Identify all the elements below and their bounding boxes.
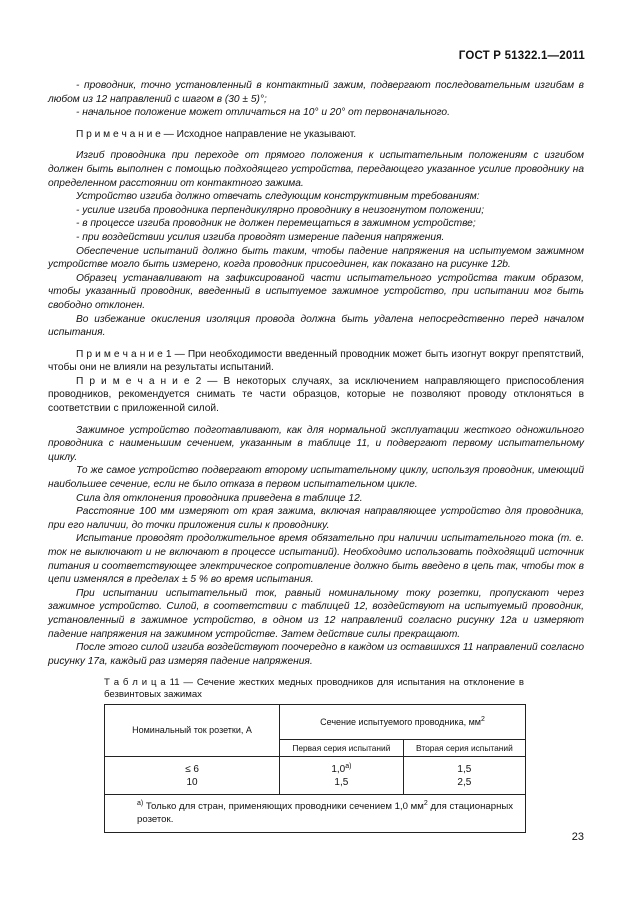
note: П р и м е ч а н и е 2 — В некоторых случаях, за исключением направляющего приспособления проводников, рекомендуется снимать те части образцов, которые не позволяют проводу отклоняться в соответствии с приложенной силой.: [48, 375, 584, 415]
paragraph: - усилие изгиба проводника перпендикулярно проводнику в неизогнутом положении;: [76, 204, 485, 216]
header-section-sup: 2: [480, 715, 485, 723]
paragraph: Обеспечение испытаний должно быть таким, чтобы падение напряжения на испытуемом зажимном устройстве могло быть измерено, когда проводник присоединен, как показано на рисунке 12b.: [48, 245, 584, 271]
header-second-series: Вторая серия испытаний: [403, 740, 525, 757]
table-cell: 1,5: [334, 777, 349, 789]
paragraph: Изгиб проводника при переходе от прямого положения к испытательным положениям с изгибом должен быть выполнен с помощью подходящего устройства, передающего указанное усилие проводнику на определенном расстоянии от контактного зажима.: [48, 150, 584, 189]
second-series-cell: [403, 757, 525, 795]
paragraph: Образец устанавливают на зафиксированой части испытательного устройства таким образом, чтобы указанный проводник, введенный в испытуемое зажимное устройство, при испытании мог быть свободно отклонен.: [48, 272, 584, 311]
paragraph: - при воздействии усилия изгиба проводят измерение падения напряжения.: [76, 231, 445, 243]
header-section-label: Сечение испытуемого проводника, мм: [320, 716, 481, 727]
note: П р и м е ч а н и е — Исходное направление не указывают.: [76, 128, 357, 140]
paragraph: При испытании испытательный ток, равный номинальному току розетки, пропускают через зажимное устройство. Силой, в соответствии с таблицей 12, воздействуют на испытуемый проводник, установленный в зажимное устройство, в одном из 12 направлений согласно рисунку 12а и измеряют падение напряжения на зажимном устройстве. Затем действие силы прекращают.: [48, 587, 584, 640]
paragraph: После этого силой изгиба воздействуют поочередно в каждом из оставшихся 11 направлений согласно рисунку 17а, каждый раз измеряя падение напряжения.: [48, 642, 584, 667]
footnote-text: Только для стран, применяющих проводники сечением 1,0 мм: [145, 801, 424, 813]
header-first-series: Первая серия испытаний: [280, 740, 404, 757]
paragraph: - в процессе изгиба проводник не должен перемещаться в зажимном устройстве;: [76, 218, 476, 230]
paragraph: Во избежание окисления изоляция провода должна быть удалена непосредственно перед началом испытания.: [48, 313, 584, 339]
table-footnote: [105, 795, 526, 833]
paragraph: Зажимное устройство подготавливают, как для нормальной эксплуатации жесткого одножильного проводника с наименьшим сечением, указанным в таблице 11, и подвергают первому испытательному циклу.: [48, 424, 584, 463]
header-rated-current-label: Номинальный ток розетки, А: [132, 725, 252, 736]
footnote-text-end: для стационарных розеток.: [137, 801, 514, 826]
header-section: [280, 705, 526, 740]
note: П р и м е ч а н и е 1 — При необходимости введенный проводник может быть изогнут вокруг препятствий, чтобы они не влияли на результаты испытаний.: [48, 348, 584, 374]
paragraph: То же самое устройство подвергают второму испытательному циклу, используя проводник, имеющий наибольшее сечение, если не было отказа в первом испытательном цикле.: [48, 465, 584, 491]
paragraph: Устройство изгиба должно отвечать следующим конструктивным требованиям:: [76, 191, 480, 203]
rated-current-cell: [105, 757, 280, 795]
paragraph: Сила для отклонения проводника приведена в таблице 12.: [76, 492, 363, 504]
paragraph: Расстояние 100 мм измеряют от края зажима, включая направляющее устройство для проводника, при его наличии, до точки приложения силы к проводнику.: [48, 506, 584, 531]
table-cell: 1,5: [457, 764, 472, 776]
table-cell: 10: [186, 777, 198, 789]
paragraph: - начальное положение может отличаться на 10° и 20° от первоначального.: [76, 107, 450, 119]
first-series-cell: [280, 757, 404, 795]
paragraph: - проводник, точно установленный в контактный зажим, подвергают последовательным изгибам в любом из 12 направлений с шагом в (30 ± 5)°;: [48, 80, 584, 105]
table-caption: Т а б л и ц а 11 — Сечение жестких медных проводников для испытания на отклонение в безвинтовых зажимах: [104, 677, 524, 701]
header-rated-current: [105, 705, 280, 757]
table-cell: ≤ 6: [185, 764, 199, 776]
footnote-mark: а): [137, 800, 144, 808]
footnote-ref: a): [345, 763, 352, 771]
document-header: ГОСТ Р 51322.1—2011: [458, 50, 585, 62]
footnote-sup: 2: [423, 800, 428, 808]
conductor-table: [104, 704, 526, 833]
table-cell: [280, 763, 403, 776]
page-number: 23: [571, 831, 584, 843]
table-cell: 2,5: [457, 777, 472, 789]
table-cell-value: 1,0: [331, 764, 346, 776]
paragraph: Испытание проводят продолжительное время обязательно при наличии испытательного тока (т. е. ток не выключают и не включают в процессе испытаний). Необходимо использовать подходящий источник питания и соответствующее электрическое сопротивление должно быть введено в цепь так, чтобы ток в цепи изменялся в пределах ± 5 % во время испытания.: [48, 533, 584, 586]
document-body: [48, 79, 584, 833]
